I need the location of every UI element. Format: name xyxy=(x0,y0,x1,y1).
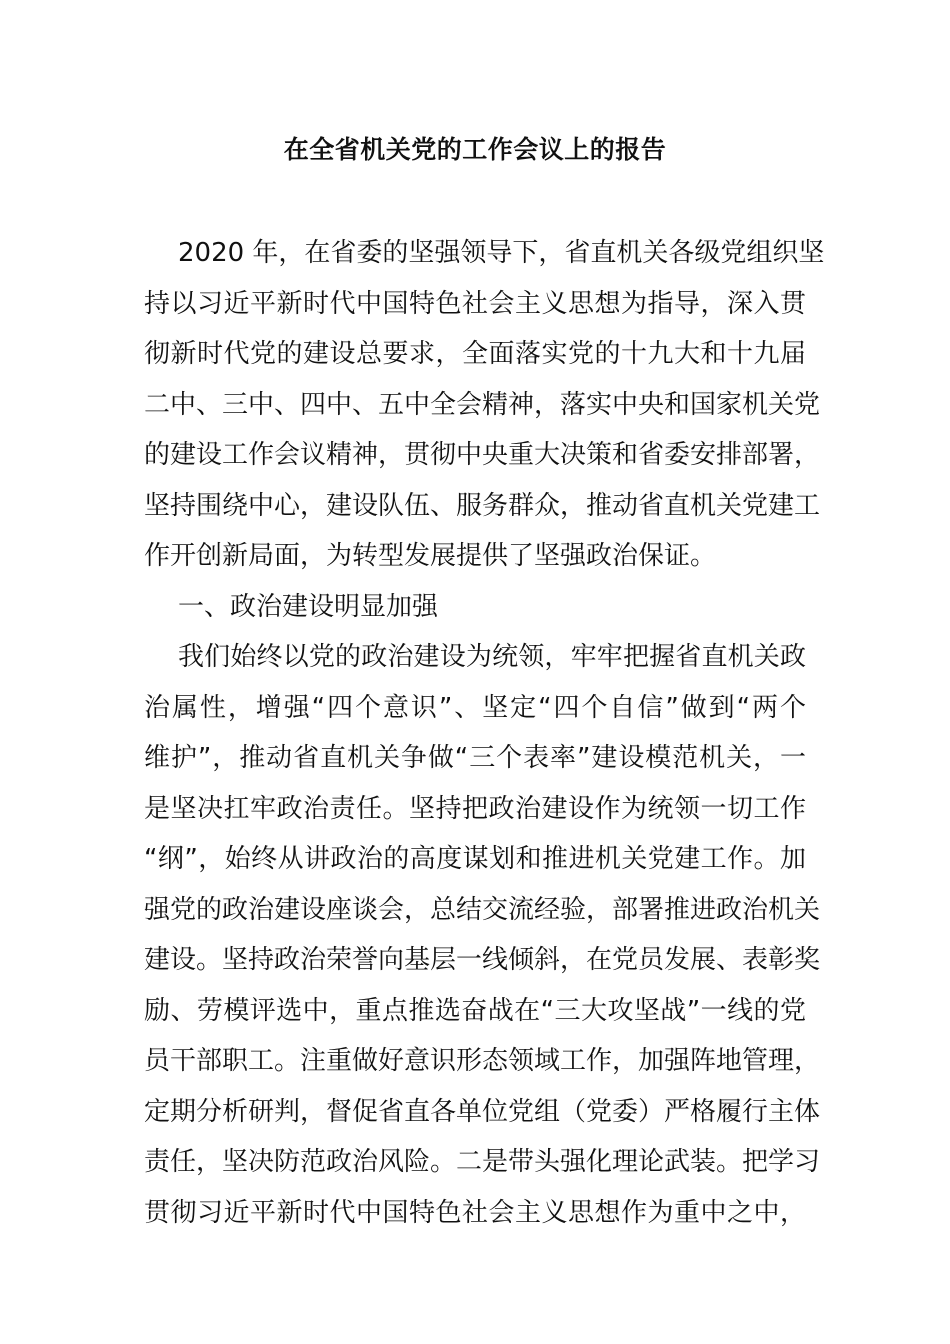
document-title: 在全省机关党的工作会议上的报告 xyxy=(283,135,667,164)
paragraph-2-line-11: 责任，坚决防范政治风险。二是带头强化理论武装。把学习 xyxy=(144,1147,821,1177)
section-heading-1: 一、政治建设明显加强 xyxy=(178,591,439,622)
document-body xyxy=(144,228,825,1238)
paragraph-2-line-9: 员干部职工。注重做好意识形态领域工作，加强阵地管理， xyxy=(144,1046,821,1076)
paragraph-2-line-4: 是坚决扛牢政治责任。坚持把政治建设作为统领一切工作 xyxy=(144,793,806,824)
paragraph-2-line-10: 定期分析研判，督促省直各单位党组（党委）严格履行主体 xyxy=(144,1096,821,1127)
paragraph-2-line-7: 建设。坚持政治荣誉向基层一线倾斜，在党员发展、表彰奖 xyxy=(144,945,821,975)
paragraph-1-line-4: 二中、三中、四中、五中全会精神，落实中央和国家机关党 xyxy=(144,389,821,420)
paragraph-2-line-8: 励、劳模评选中，重点推选奋战在“三大攻坚战”一线的党 xyxy=(144,995,806,1026)
paragraph-1-line-7: 作开创新局面，为转型发展提供了坚强政治保证。 xyxy=(144,541,717,571)
paragraph-1-line-2: 持以习近平新时代中国特色社会主义思想为指导，深入贯 xyxy=(144,288,806,319)
paragraph-1-line-3: 彻新时代党的建设总要求，全面落实党的十九大和十九届 xyxy=(144,339,806,369)
paragraph-2-line-2: 治属性，增强“四个意识”、坚定“四个自信”做到“两个 xyxy=(144,692,806,723)
paragraph-2-line-12: 贯彻习近平新时代中国特色社会主义思想作为重中之中， xyxy=(144,1197,806,1228)
paragraph-2-line-6: 强党的政治建设座谈会，总结交流经验，部署推进政治机关 xyxy=(144,894,821,925)
paragraph-1-line-1: 2020 年，在省委的坚强领导下，省直机关各级党组织坚 xyxy=(178,238,825,268)
paragraph-1-line-6: 坚持围绕中心，建设队伍、服务群众，推动省直机关党建工 xyxy=(144,490,821,521)
paragraph-1-line-5: 的建设工作会议精神，贯彻中央重大决策和省委安排部署， xyxy=(144,440,821,470)
paragraph-2-line-5: “纲”，始终从讲政治的高度谋划和推进机关党建工作。加 xyxy=(144,844,806,874)
paragraph-2-line-1: 我们始终以党的政治建设为统领，牢牢把握省直机关政 xyxy=(178,642,806,672)
paragraph-2-line-3: 维护”，推动省直机关争做“三个表率”建设模范机关，一 xyxy=(144,743,806,773)
